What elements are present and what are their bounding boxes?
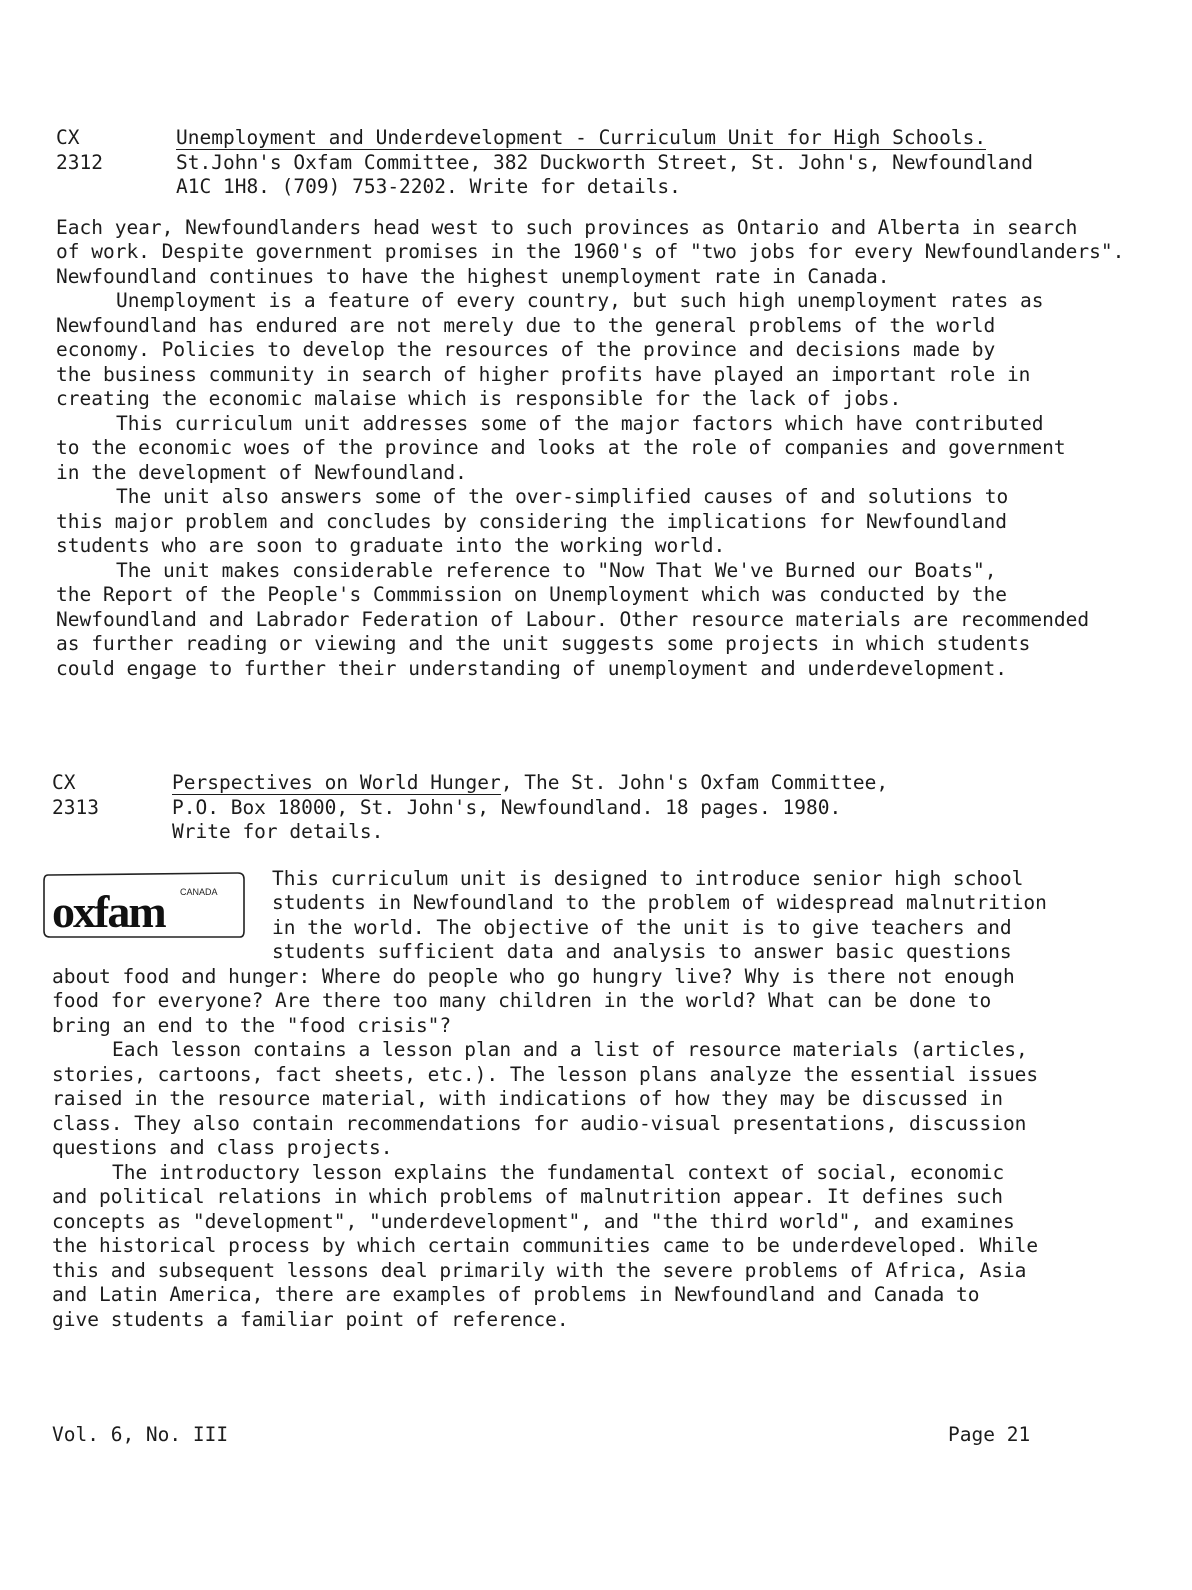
text-line: about food and hunger: Where do people who go hungry live? Why is there not enough bbox=[52, 964, 1015, 988]
citation bbox=[172, 771, 888, 845]
paragraph bbox=[52, 1038, 1172, 1161]
code-prefix: CX bbox=[52, 771, 76, 794]
text-line: and Latin America, there are examples of problems in Newfoundland and Canada to bbox=[52, 1283, 980, 1306]
citation bbox=[176, 126, 1033, 200]
text-line: students sufficient data and analysis to answer basic questions bbox=[272, 940, 1012, 963]
paragraph bbox=[56, 559, 1176, 682]
paragraph bbox=[56, 485, 1176, 559]
text-line: to the economic woes of the province and looks at the role of companies and government bbox=[56, 436, 1066, 459]
text-line: The unit also answers some of the over-simplified causes of and solutions to bbox=[116, 485, 1009, 508]
text-line: this major problem and concludes by considering the implications for Newfoundland bbox=[56, 509, 1007, 533]
text-line: of work. Despite government promises in the 1960's of "two jobs for every Newfoundlanders". bbox=[56, 240, 1125, 263]
citation-line: St.John's Oxfam Committee, 382 Duckworth Street, St. John's, Newfoundland bbox=[176, 150, 1034, 174]
text-line: as further reading or viewing and the unit suggests some projects in which students bbox=[56, 632, 1031, 655]
text-line: This curriculum unit is designed to introduce senior high school bbox=[272, 866, 1024, 890]
entry-code bbox=[52, 771, 172, 845]
text-line: economy. Policies to develop the resources of the province and decisions made by bbox=[56, 338, 996, 361]
text-line: and political relations in which problems of malnutrition appear. It defines such bbox=[52, 1185, 1003, 1208]
text-line: Newfoundland and Labrador Federation of Labour. Other resource materials are recommended bbox=[56, 607, 1090, 631]
entry-title: Perspectives on World Hunger bbox=[172, 771, 501, 794]
text-line: raised in the resource material, with indications of how they may be discussed in bbox=[52, 1087, 1003, 1110]
text-line: the business community in search of higher profits have played an important role in bbox=[56, 362, 1031, 386]
footer-page-number: Page 21 bbox=[948, 1423, 1031, 1446]
text-line: students in Newfoundland to the problem of widespread malnutrition bbox=[272, 891, 1047, 914]
citation-publisher: , The St. John's Oxfam Committee, bbox=[500, 771, 889, 794]
text-line: Newfoundland continues to have the highest unemployment rate in Canada. bbox=[56, 264, 890, 288]
oxfam-logo-frame-icon bbox=[40, 869, 248, 941]
text-line: in the development of Newfoundland. bbox=[56, 460, 467, 484]
entry-code bbox=[56, 126, 176, 200]
footer-volume: Vol. 6, No. III bbox=[52, 1423, 229, 1446]
citation-line: Write for details. bbox=[172, 820, 384, 843]
text-line: this and subsequent lessons deal primarily with the severe problems of Africa, Asia bbox=[52, 1258, 1027, 1282]
text-line: in the world. The objective of the unit is to give teachers and bbox=[272, 915, 1012, 939]
code-number: 2313 bbox=[52, 795, 99, 819]
text-line: This curriculum unit addresses some of the major factors which have contributed bbox=[116, 411, 1044, 435]
text-line: The introductory lesson explains the fundamental context of social, economic bbox=[112, 1160, 1005, 1184]
text-line: the Report of the People's Commmission on Unemployment which was conducted by the bbox=[56, 583, 1007, 606]
entry-title: Unemployment and Underdevelopment - Curriculum Unit for High Schools. bbox=[176, 126, 987, 149]
citation-line: P.O. Box 18000, St. John's, Newfoundland. 18 pages. 1980. bbox=[172, 795, 842, 819]
code-number: 2312 bbox=[56, 150, 103, 174]
text-line: give students a familiar point of reference. bbox=[52, 1307, 569, 1331]
entry-header bbox=[56, 126, 1176, 200]
citation-line: A1C 1H8. (709) 753-2202. Write for details. bbox=[176, 175, 681, 198]
paragraph bbox=[56, 289, 1176, 412]
logo-subtext: CANADA bbox=[180, 886, 218, 897]
entry-cx2312 bbox=[56, 126, 1176, 681]
entry-header bbox=[52, 771, 1172, 845]
text-line: The unit makes considerable reference to "Now That We've Burned our Boats", bbox=[116, 558, 997, 582]
text-line: food for everyone? Are there too many children in the world? What can be done to bbox=[52, 989, 992, 1012]
paragraph bbox=[56, 412, 1176, 486]
code-prefix: CX bbox=[56, 126, 80, 149]
text-line: questions and class projects. bbox=[52, 1136, 393, 1159]
entry-cx2313 bbox=[52, 771, 1172, 1332]
text-line: class. They also contain recommendations for audio-visual presentations, discussion bbox=[52, 1111, 1027, 1135]
text-line: Newfoundland has endured are not merely due to the general problems of the world bbox=[56, 313, 996, 337]
entry-body bbox=[52, 867, 1172, 1333]
text-line: the historical process by which certain communities came to be underdeveloped. While bbox=[52, 1234, 1039, 1257]
text-line: Each lesson contains a lesson plan and a list of resource materials (articles, bbox=[112, 1038, 1028, 1061]
text-line: Unemployment is a feature of every country, but such high unemployment rates as bbox=[116, 289, 1044, 312]
logo-wordmark: oxfam bbox=[52, 885, 165, 937]
text-line: stories, cartoons, fact sheets, etc.). The lesson plans analyze the essential issues bbox=[52, 1062, 1039, 1086]
text-line: bring an end to the "food crisis"? bbox=[52, 1013, 452, 1037]
paragraph bbox=[56, 216, 1176, 290]
paragraph bbox=[52, 1161, 1172, 1333]
text-line: concepts as "development", "underdevelopment", and "the third world", and examines bbox=[52, 1209, 1015, 1233]
text-line: creating the economic malaise which is responsible for the lack of jobs. bbox=[56, 387, 902, 410]
oxfam-canada-logo bbox=[40, 869, 248, 939]
text-line: students who are soon to graduate into the working world. bbox=[56, 534, 726, 557]
text-line: Each year, Newfoundlanders head west to such provinces as Ontario and Alberta in search bbox=[56, 215, 1078, 239]
entry-body bbox=[56, 216, 1176, 682]
text-line: could engage to further their understanding of unemployment and underdevelopment. bbox=[56, 656, 1007, 680]
